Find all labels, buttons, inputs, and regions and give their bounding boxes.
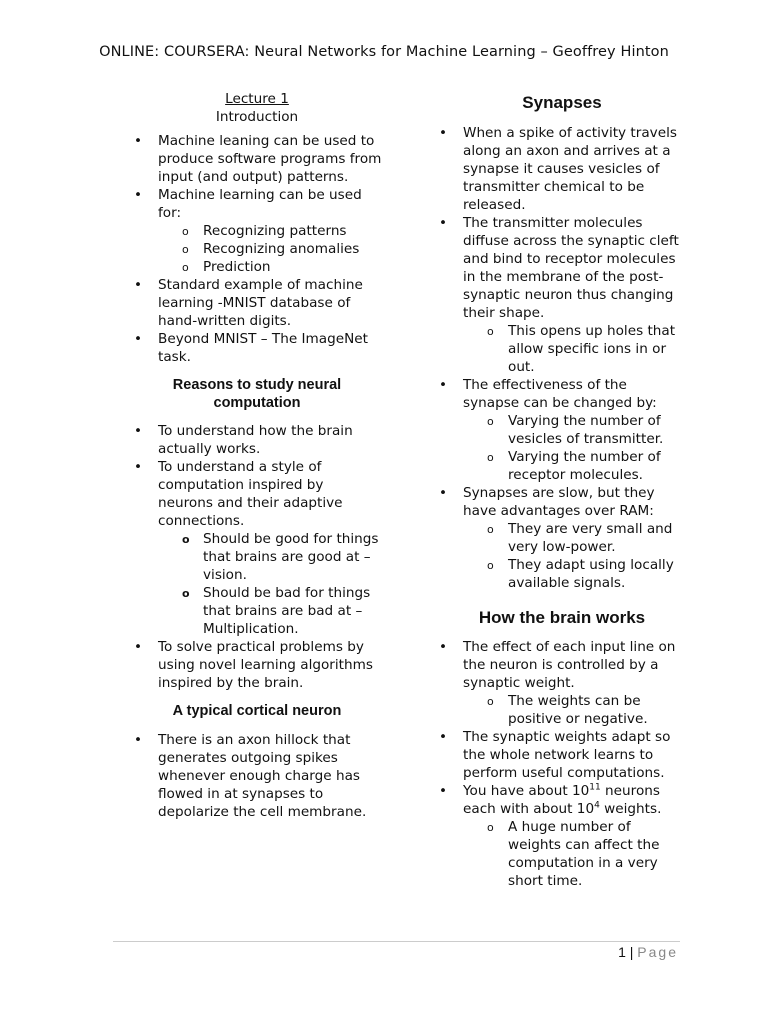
list-item: o Recognizing anomalies: [132, 240, 382, 258]
brain-list: [437, 638, 687, 692]
neuron-heading: A typical cortical neuron: [172, 703, 342, 719]
list-item: • The synaptic weights adapt so the whole network learns to perform useful computations.: [437, 728, 687, 782]
footer-divider: [113, 941, 680, 942]
reasons-sub-list: [132, 530, 382, 638]
list-item: o They adapt using locally available signals.: [437, 556, 687, 592]
list-item: • To understand how the brain actually works.: [132, 422, 382, 458]
brain-list-2: [437, 728, 687, 818]
list-item: o The weights can be positive or negative.: [437, 692, 687, 728]
introduction-heading: Introduction: [215, 109, 299, 125]
list-item: • Beyond MNIST – The ImageNet task.: [132, 330, 382, 366]
reasons-heading: Reasons to study neural computation: [172, 377, 342, 411]
synapses-list-2: [437, 376, 687, 412]
left-column: [132, 90, 382, 821]
synapses-sub-list-2: [437, 412, 687, 484]
neuron-list: [132, 731, 382, 821]
page-label: Page: [637, 944, 678, 960]
list-item: • When a spike of activity travels along an axon and arrives at a synapse it causes vesicles of transmitter chemical to be released.: [437, 124, 687, 214]
intro-list-continued: [132, 276, 382, 366]
intro-list: [132, 132, 382, 222]
synapses-heading: Synapses: [522, 93, 602, 112]
synapses-sub-list: [437, 322, 687, 376]
exponent: 4: [594, 800, 600, 811]
document-header: ONLINE: COURSERA: Neural Networks for Machine Learning – Geoffrey Hinton: [99, 44, 669, 60]
list-item: o This opens up holes that allow specific ions in or out.: [437, 322, 687, 376]
list-item: o A huge number of weights can affect the computation in a very short time.: [437, 818, 687, 890]
list-item: • Synapses are slow, but they have advantages over RAM:: [437, 484, 687, 520]
brain-sub-list-2: [437, 818, 687, 890]
page-separator: |: [625, 944, 638, 960]
list-item: o Varying the number of receptor molecules.: [437, 448, 687, 484]
list-item: • The effectiveness of the synapse can be changed by:: [437, 376, 687, 412]
list-item: o Should be good for things that brains are good at – vision.: [132, 530, 382, 584]
weights-count-text: neurons each with about 10: [463, 783, 660, 817]
synapses-list-3: [437, 484, 687, 520]
list-item: o Should be bad for things that brains are bad at – Multiplication.: [132, 584, 382, 638]
list-item: • The transmitter molecules diffuse across the synaptic cleft and bind to receptor molecules in the membrane of the post-synaptic neuron thus changing their shape.: [437, 214, 687, 322]
list-item: o They are very small and very low-power.: [437, 520, 687, 556]
list-item: • Machine learning can be used for:: [132, 186, 382, 222]
reasons-list: [132, 422, 382, 530]
ml-uses-list: [132, 222, 382, 276]
lecture-title: [132, 90, 382, 126]
brain-heading: How the brain works: [478, 608, 646, 627]
brain-sub-list: [437, 692, 687, 728]
reasons-list-continued: [132, 638, 382, 692]
synapses-list: [437, 124, 687, 322]
list-item: o Recognizing patterns: [132, 222, 382, 240]
list-item: • There is an axon hillock that generates outgoing spikes whenever enough charge has flowed in at synapses to depolarize the cell membrane.: [132, 731, 382, 821]
lecture-number: Lecture 1: [225, 91, 289, 107]
weights-text: weights.: [599, 801, 662, 817]
list-item: o Varying the number of vesicles of transmitter.: [437, 412, 687, 448]
synapses-sub-list-3: [437, 520, 687, 592]
page-number: 1: [618, 944, 626, 960]
list-item: • Standard example of machine learning -MNIST database of hand-written digits.: [132, 276, 382, 330]
exponent: 11: [589, 782, 601, 793]
neuron-count-text: You have about 10: [463, 783, 590, 799]
list-item: • Machine leaning can be used to produce software programs from input (and output) patterns.: [132, 132, 382, 186]
list-item: • To understand a style of computation inspired by neurons and their adaptive connections.: [132, 458, 382, 530]
list-item: • To solve practical problems by using novel learning algorithms inspired by the brain.: [132, 638, 382, 692]
list-item: o Prediction: [132, 258, 382, 276]
page-footer: [618, 944, 678, 960]
list-item: • The effect of each input line on the neuron is controlled by a synaptic weight.: [437, 638, 687, 692]
right-column: [437, 90, 687, 890]
list-item: [437, 782, 687, 818]
